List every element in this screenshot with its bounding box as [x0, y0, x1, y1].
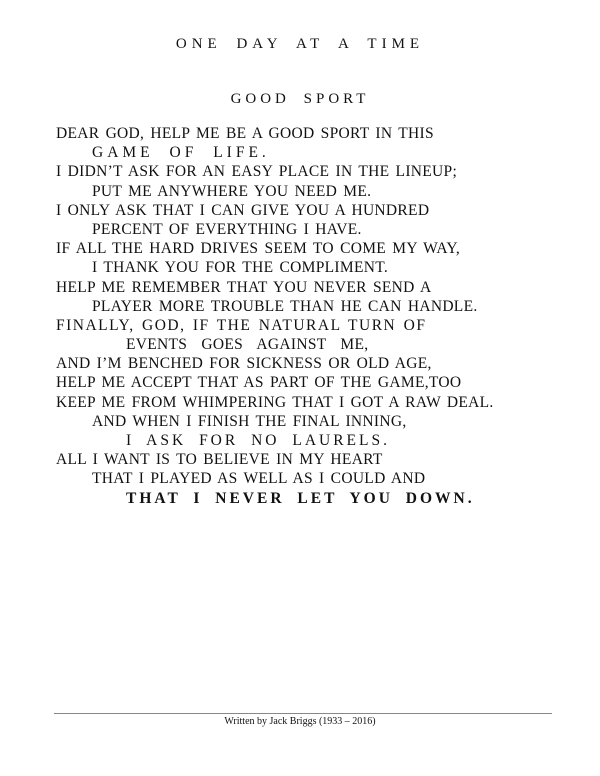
poem-line: I ASK FOR NO LAURELS. — [126, 432, 390, 449]
poem-line: HELP ME REMEMBER THAT YOU NEVER SEND A — [56, 278, 432, 296]
poem-line: ALL I WANT IS TO BELIEVE IN MY HEART — [56, 451, 383, 469]
poem-line: THAT I PLAYED AS WELL AS I COULD AND — [92, 470, 426, 488]
poem-line: HELP ME ACCEPT THAT AS PART OF THE GAME,TOO — [56, 374, 462, 392]
poem-line: AND I’M BENCHED FOR SICKNESS OR OLD AGE, — [56, 355, 432, 373]
poem-line: GAME OF LIFE. — [92, 144, 270, 162]
author-credit: Written by Jack Briggs (1933 – 2016) — [224, 716, 376, 727]
page-title: ONE DAY AT A TIME — [175, 36, 425, 52]
poem-line: DEAR GOD, HELP ME BE A GOOD SPORT IN THIS — [56, 125, 434, 142]
poem-line: I ONLY ASK THAT I CAN GIVE YOU A HUNDRED — [56, 201, 430, 219]
poem-closing-line: THAT I NEVER LET YOU DOWN. — [126, 489, 475, 507]
poem-line: FINALLY, GOD, IF THE NATURAL TURN OF — [56, 316, 427, 334]
poem-line: KEEP ME FROM WHIMPERING THAT I GOT A RAW DEAL. — [56, 393, 494, 411]
footer-divider — [54, 713, 552, 714]
poem-body — [56, 124, 556, 508]
poem-line: PLAYER MORE TROUBLE THAN HE CAN HANDLE. — [92, 297, 478, 315]
poem-title: GOOD SPORT — [230, 91, 370, 107]
poem-line: PUT ME ANYWHERE YOU NEED ME. — [92, 182, 372, 200]
poem-line: I DIDN’T ASK FOR AN EASY PLACE IN THE LINEUP; — [56, 163, 458, 181]
poem-line: EVENTS GOES AGAINST ME, — [126, 336, 369, 354]
poem-line: I THANK YOU FOR THE COMPLIMENT. — [92, 259, 389, 277]
poem-line: IF ALL THE HARD DRIVES SEEM TO COME MY WAY, — [56, 240, 461, 258]
poem-line: PERCENT OF EVERYTHING I HAVE. — [92, 220, 362, 238]
poem-line: AND WHEN I FINISH THE FINAL INNING, — [92, 412, 407, 430]
